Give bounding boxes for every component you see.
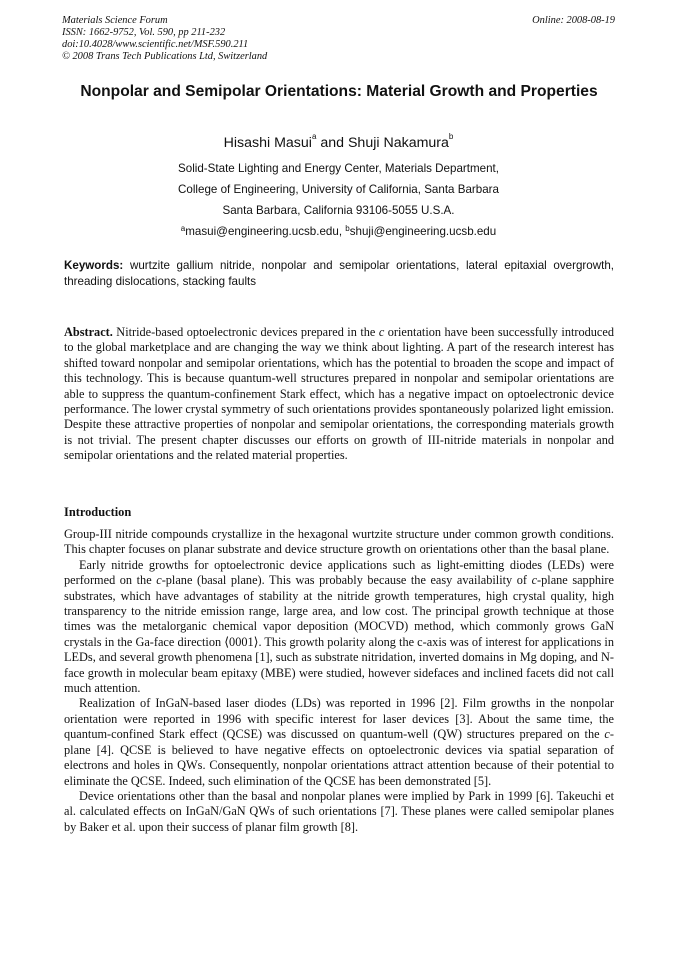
text-run: -plane sapphire substrates, which have advantages of stability at the nitride growth temperatures, high crystal quality, high transparency to the nitride emission range, large area, and low cost. The principal growth technique at those times was the metalorganic chemical vapor deposition (MOCVD) method, which commonly grows GaN crystals in the Ga-face direction bbox=[64, 573, 614, 649]
author-affil-mark: a bbox=[311, 132, 317, 141]
author-affil-mark: b bbox=[448, 132, 454, 141]
affiliation-line: College of Engineering, University of California, Santa Barbara bbox=[178, 183, 499, 196]
italic-c: c bbox=[378, 325, 385, 339]
abstract bbox=[64, 325, 614, 464]
author-name: Hisashi Masui bbox=[223, 135, 312, 151]
text-run: -plane (basal plane). This was probably because the easy availability of bbox=[161, 573, 532, 588]
affiliation-line: Santa Barbara, California 93106-5055 U.S.A. bbox=[222, 204, 455, 217]
abstract-text: orientation have been successfully introduced to the global marketplace and are changing the way we think about lighting. A part of the research interest has shifted toward nonpolar and semipolar orientations, which has the potential to broaden the scope and impact of this technology. This is because quantum-well structures prepared in nonpolar and semipolar orientations are able to suppress the quantum-confinement Stark effect, which has a negative impact on optoelectronic device performance. The lower crystal symmetry of such orientations provides spontaneously polarized light emission. Despite these attractive properties of nonpolar and semipolar orientations, the corresponding materials growth is not trivial. The present chapter discusses our efforts on growth of III-nitride materials in nonpolar and semipolar orientations and the related material properties. bbox=[64, 325, 615, 463]
paper-title: Nonpolar and Semipolar Orientations: Material Growth and Properties bbox=[80, 83, 598, 100]
author-line bbox=[62, 132, 615, 151]
paragraph: Group-III nitride compounds crystallize in the hexagonal wurtzite structure under common growth conditions. This chapter focuses on planar substrate and device structure growth on orientations other than the basal plane. bbox=[64, 527, 614, 557]
keywords-label: Keywords: bbox=[64, 259, 124, 272]
section-heading: Introduction bbox=[64, 505, 132, 519]
text-run: . This growth polarity along the c-axis was of interest for applications in LEDs, and several growth phenomena [1], such as substrate nitridation, inverted domains in Mg doping, and N-face growth in molecular beam epitaxy (MBE) were studied, however sidefaces and inclined facets did not call much attention. bbox=[64, 634, 614, 696]
email-mark: b bbox=[345, 224, 350, 233]
author-emails bbox=[62, 225, 615, 239]
paragraph: Device orientations other than the basal and nonpolar planes were implied by Park in 1999 [6]. Takeuchi et al. calculated effects on InGaN/GaN QWs of such orientations [7]. These planes were called semipolar planes by Baker et al. upon their success of planar film growth [8]. bbox=[64, 788, 614, 834]
journal-name: Materials Science Forum bbox=[62, 15, 168, 26]
abstract-text: Nitride-based optoelectronic devices prepared in the bbox=[112, 325, 379, 339]
text-run: Realization of InGaN-based laser diodes (LDs) was reported in 1996 [2]. Film growths in the nonpolar orientation were reported in 1996 with specific interest for laser devices [3]. About the same time, the quantum-confined Stark effect (QCSE) was discussed on quantum-well (QW) structures prepared on the bbox=[64, 696, 614, 742]
text-run: -plane [4]. QCSE is believed to have negative effects on optoelectronic devices via spatial separation of electrons and holes in QWs. Consequently, nonpolar orientations attract attention because of their potential to eliminate the QCSE. Indeed, such elimination of the QCSE has been demonstrated [5]. bbox=[64, 727, 614, 788]
journal-doi: doi:10.4028/www.scientific.net/MSF.590.211 bbox=[62, 39, 249, 50]
keywords-text: wurtzite gallium nitride, nonpolar and semipolar orientations, lateral epitaxial overgrowth, threading dislocations, stacking faults bbox=[64, 259, 614, 288]
italic-c: c bbox=[604, 727, 610, 742]
paragraph bbox=[64, 558, 614, 697]
journal-issn: ISSN: 1662-9752, Vol. 590, pp 211-232 bbox=[62, 27, 226, 38]
author-conjunction: and bbox=[316, 135, 348, 151]
journal-copyright: © 2008 Trans Tech Publications Ltd, Switzerland bbox=[62, 51, 268, 62]
email-address: masui@engineering.ucsb.edu, bbox=[185, 225, 346, 238]
online-date: Online: 2008-08-19 bbox=[532, 15, 615, 26]
crystal-direction: ⟨0001⟩ bbox=[224, 634, 259, 649]
italic-c: c bbox=[156, 573, 162, 588]
abstract-label: Abstract. bbox=[64, 325, 113, 339]
author-name: Shuji Nakamura bbox=[347, 135, 449, 151]
affiliation-line: Solid-State Lighting and Energy Center, Materials Department, bbox=[178, 162, 499, 175]
text-run: Early nitride growths for optoelectronic device applications such as light-emitting diodes (LEDs) were performed on the bbox=[64, 557, 614, 588]
keywords bbox=[64, 258, 614, 289]
introduction-body bbox=[64, 527, 614, 835]
email-mark: a bbox=[180, 224, 186, 233]
italic-c: c bbox=[531, 573, 538, 588]
running-header bbox=[62, 15, 615, 63]
email-address: shuji@engineering.ucsb.edu bbox=[349, 225, 497, 238]
paragraph bbox=[64, 696, 614, 788]
